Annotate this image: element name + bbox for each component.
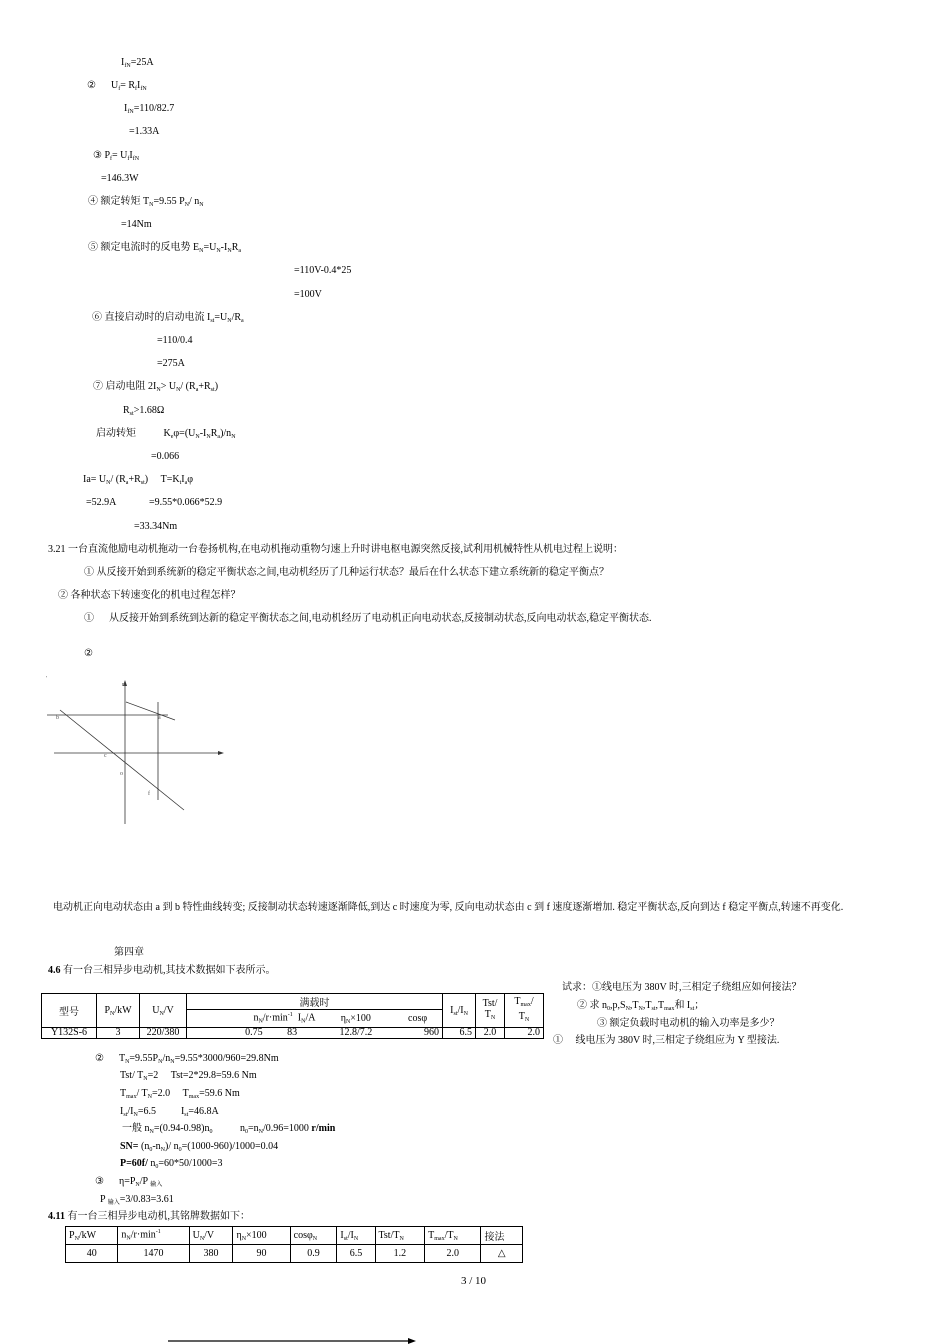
chapter-4-title: 第四章 bbox=[114, 947, 144, 958]
cell-ist: 6.5 bbox=[443, 1028, 476, 1039]
table-row bbox=[66, 1245, 523, 1263]
label-b: b bbox=[56, 715, 59, 721]
line-3334nm: =33.34Nm bbox=[134, 521, 178, 532]
header-eta: $\eta_N\times 100$ bbox=[318, 1010, 393, 1028]
label-c: c bbox=[104, 753, 107, 759]
answer-4-6-tn: ② $T_N=9.55P_N/n_N=9.55*3000/960=29.8Nm$ bbox=[95, 1053, 279, 1065]
header-un: $U_N/V$ bbox=[140, 994, 187, 1028]
characteristic-a-b bbox=[126, 702, 175, 720]
characteristic-c-f bbox=[60, 710, 184, 810]
cell-nn: 0.75 bbox=[187, 1028, 266, 1039]
question-3-21: 3.21 一台直流他励电动机拖动一台卷扬机构,在电动机拖动重物匀速上升时讲电枢电源突然反接,试利用机械特性从机电过程上说明： bbox=[48, 544, 623, 555]
answer-3-21-part2-num: ② bbox=[84, 648, 93, 659]
table-header-row bbox=[66, 1227, 523, 1245]
question-4-6-ask1: 试求：①线电压为 380V 时,三相定子绕组应如何接法？ bbox=[562, 982, 802, 993]
cell-tmax-tn: 2.0 bbox=[425, 1245, 481, 1263]
header-nn-in: $n_N/r\cdot\min^{-1}$ $I_N/A$ bbox=[187, 1010, 319, 1028]
question-3-21-part2: ② 各种状态下转速变化的机电过程怎样？ bbox=[58, 590, 241, 601]
line-110v: =110V-0.4*25 bbox=[294, 265, 352, 276]
answer-4-6-ist: $I_{st}/I_N=6.5$ $I_{st}=46.8A$ bbox=[120, 1106, 219, 1118]
cell-tmax: 2.0 bbox=[505, 1028, 544, 1039]
cell-in: 83 bbox=[266, 1028, 319, 1039]
line-rst-cond: ⑦ 启动电阻 $2I_N> U_N/$ $(R_a+R_{st})$ bbox=[93, 381, 219, 393]
line-ia: $Ia= U_N/$ $(R_a+R_{st})$ $T=K_tI_a\varphi$ bbox=[83, 474, 194, 486]
cell-cos: 0.9 bbox=[290, 1245, 337, 1263]
cell-pn: 3 bbox=[97, 1028, 140, 1039]
motor-data-table-4-6 bbox=[41, 993, 544, 1039]
t-axis-arrow bbox=[218, 751, 224, 755]
cell-model: Y132S-6 bbox=[42, 1028, 97, 1039]
line-100v: =100V bbox=[294, 289, 322, 300]
question-3-21-part1: ① 从反接开始到系统新的稳定平衡状态之间,电动机经历了几种运行状态？最后在什么状态下建立系统新的稳定平衡点？ bbox=[84, 567, 609, 578]
line-14nm: =14Nm bbox=[121, 219, 152, 230]
header-pn: $P_N/kW$ bbox=[66, 1227, 118, 1245]
line-rst: $R_{st}>1.68\Omega$ bbox=[123, 405, 165, 417]
line-tn: ④ 额定转矩 $T_N=9.55$ $P_N/$ $n_N$ bbox=[88, 196, 204, 208]
label-n: n bbox=[122, 682, 125, 688]
label-f: f bbox=[148, 791, 150, 797]
question-4-11: 4.11 有一台三相异步电动机,其铭牌数据如下： bbox=[48, 1211, 250, 1222]
cell-tst: 2.0 bbox=[476, 1028, 505, 1039]
line-pf: ③ $P_f= U_fI_{fN}$ bbox=[93, 150, 140, 162]
cell-nn: 1470 bbox=[118, 1245, 189, 1263]
header-nn: $n_N/r\cdot\min^{-1}$ bbox=[118, 1227, 189, 1245]
arrow-head bbox=[408, 1338, 416, 1344]
cell-ist-in: 6.5 bbox=[337, 1245, 375, 1263]
header-full-load: 满载时 bbox=[187, 994, 443, 1010]
cell-un: 380 bbox=[189, 1245, 233, 1263]
page-number: 3 / 10 bbox=[461, 1275, 487, 1287]
line-0066: =0.066 bbox=[151, 451, 180, 462]
answer-3-21-part1: ① 从反接开始到系统到达新的稳定平衡状态之间,电动机经历了电动机正向电动状态,反接制动状态,反向电动状态,稳定平衡状态. bbox=[84, 613, 652, 624]
answer-4-6-tst: Tst/ $T_N=2$ Tst=2*29.8=59.6 Nm bbox=[120, 1070, 257, 1082]
header-tst-tn: Tst/ $T_N$ bbox=[476, 994, 505, 1028]
cell-pn: 40 bbox=[66, 1245, 118, 1263]
bottom-arrow-line bbox=[168, 1336, 418, 1344]
header-cos: cosφ$_N$ bbox=[290, 1227, 337, 1245]
cell-eta: 90 bbox=[233, 1245, 290, 1263]
cell-connection: △ bbox=[481, 1245, 523, 1263]
line-110-04: =110/0.4 bbox=[157, 335, 193, 346]
cell-cos: 960 bbox=[393, 1028, 442, 1039]
line-529a: =52.9A bbox=[86, 497, 117, 508]
header-un: $U_N/V$ bbox=[189, 1227, 233, 1245]
line-133a: =1.33A bbox=[129, 126, 160, 137]
answer-4-6-n0: 一般 $n_N=(0.94-0.98)n_0$ $n_0=n_N/0.96=1000$ r/min bbox=[122, 1123, 336, 1135]
header-tst-tn: Tst/$T_N$ bbox=[375, 1227, 425, 1245]
header-model: 型号 bbox=[42, 994, 97, 1028]
line-start-torque: 启动转矩 $K_e\varphi=(U_N-I_NR_a)/n_N$ bbox=[96, 428, 236, 440]
mechanical-characteristic-diagram bbox=[42, 672, 232, 827]
line-955-calc: =9.55*0.066*52.9 bbox=[149, 497, 223, 508]
header-ist-in: $I_{st}/I_N$ bbox=[443, 994, 476, 1028]
cell-un: 220/380 bbox=[140, 1028, 187, 1039]
question-4-6: 4.6 有一台三相异步电动机,其技术数据如下表所示。 bbox=[48, 965, 276, 976]
line-275a: =275A bbox=[157, 358, 185, 369]
header-tmax-tn: $T_{max}/T_N$ bbox=[425, 1227, 481, 1245]
table-row bbox=[42, 1028, 544, 1039]
label-o: o bbox=[120, 771, 123, 777]
label-corner: ' bbox=[46, 676, 48, 682]
header-pn: $P_N/kW$ bbox=[97, 994, 140, 1028]
motor-nameplate-table-4-11 bbox=[65, 1226, 523, 1263]
header-tmax-tn: $T_{max}/$ $T_N$ bbox=[505, 994, 544, 1028]
answer-4-6-sn: $SN= (n_0-n_N)/$ $n_0=(1000-960)/1000=0.04$ bbox=[120, 1141, 279, 1153]
line-en: ⑤ 额定电流时的反电势 $E_N=U_N-I_NR_a$ bbox=[88, 242, 242, 254]
answer-4-6-p: P=60f/ $n_0=60*50/1000=3$ bbox=[120, 1158, 223, 1170]
table-header-row bbox=[42, 994, 544, 1010]
line-ifn: $I_{fN}=25A$ bbox=[121, 57, 154, 69]
cell-eta: 12.8/7.2 bbox=[318, 1028, 393, 1039]
answer-4-6-eta: ③ $\eta=P_N/P$ $_{输入}$ bbox=[95, 1176, 163, 1188]
answer-4-6-pin: P $_{输入}$=3/0.83=3.61 bbox=[100, 1194, 174, 1206]
line-ist: ⑥ 直接启动时的启动电流 $I_{st}=U_N/R_a$ bbox=[92, 312, 244, 324]
header-cos: cosφ bbox=[393, 1010, 442, 1028]
cell-tst-tn: 1.2 bbox=[375, 1245, 425, 1263]
question-4-6-ask3: ③ 额定负载时电动机的输入功率是多少？ bbox=[597, 1018, 780, 1029]
header-eta: $\eta_N\times 100$ bbox=[233, 1227, 290, 1245]
answer-4-6-part1: ① 线电压为 380V 时,三相定子绕组应为 Y 型接法. bbox=[553, 1035, 780, 1046]
line-uf: ② $U_f= R_fI_{fN}$ bbox=[87, 80, 147, 92]
question-4-6-ask2: ② 求 $n_0,p,S_N,T_N,T_{st},T_{max}$和 $I_{st}$； bbox=[577, 1000, 705, 1012]
line-ifn-calc: $I_{fN}=110/82.7$ bbox=[124, 103, 175, 115]
answer-3-21-explanation: 电动机正向电动状态由 a 到 b 特性曲线转变; 反接制动状态转速逐渐降低,到达 c 时速度为零, 反向电动状态由 c 到 f 速度逐渐增加. 稳定平衡状态,反向到达 f 稳定平衡点,转速不再变化. bbox=[53, 902, 844, 913]
label-a: a bbox=[158, 715, 161, 721]
answer-4-6-tmax: $T_{max}/$ $T_N=2.0$ $T_{max}=59.6$ Nm bbox=[120, 1088, 240, 1100]
header-ist-in: $I_{st}/I_N$ bbox=[337, 1227, 375, 1245]
header-connection: 接法 bbox=[481, 1227, 523, 1245]
line-1463w: =146.3W bbox=[101, 173, 139, 184]
